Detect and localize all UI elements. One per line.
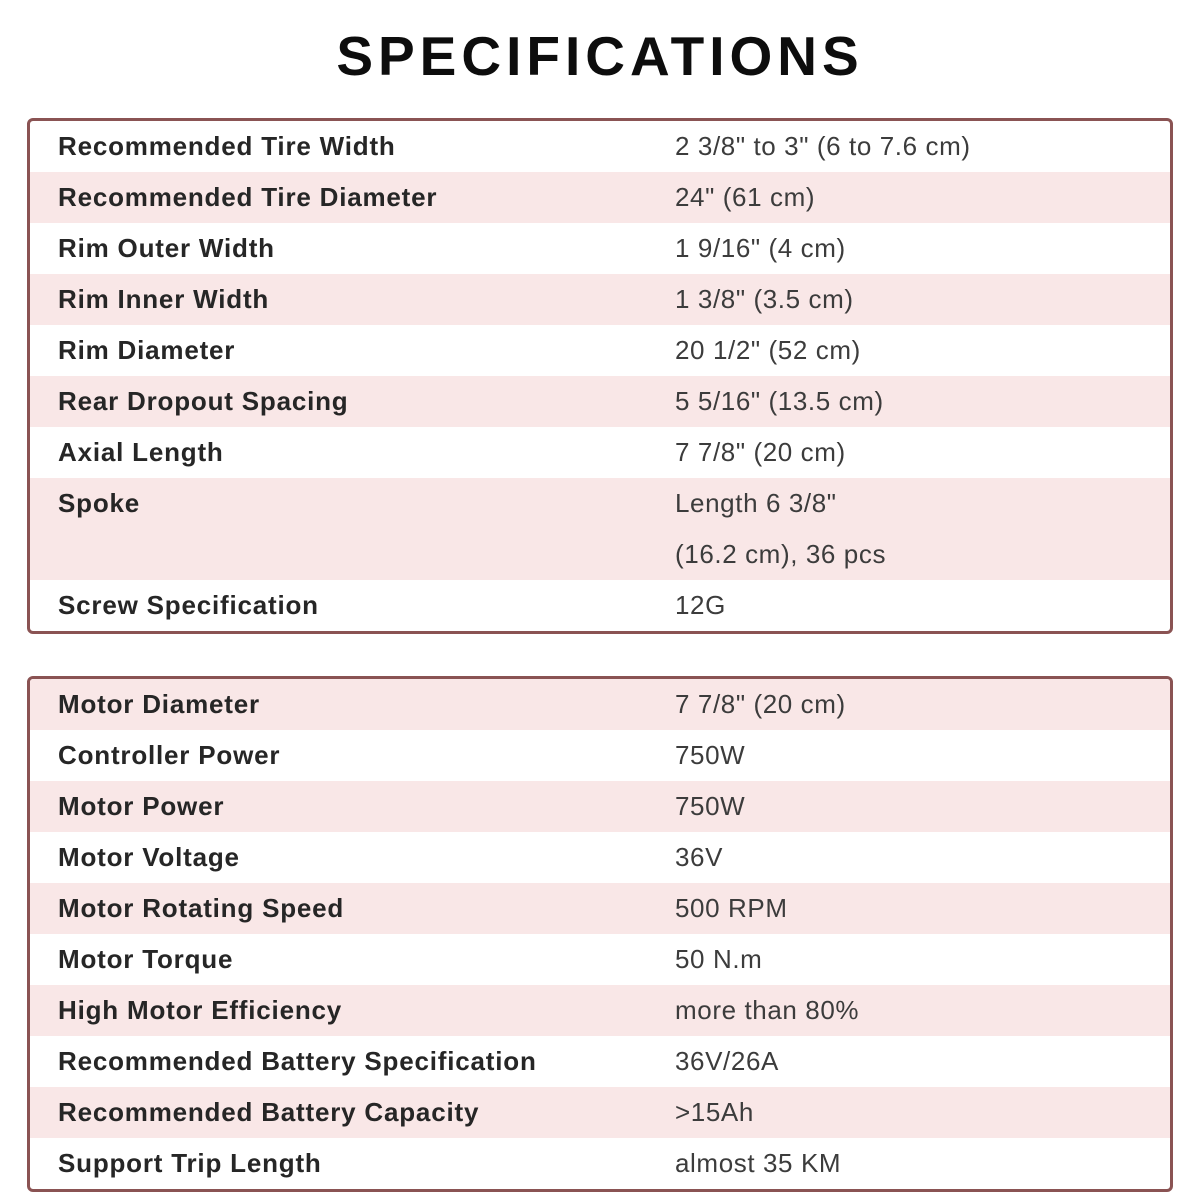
spec-value — [675, 883, 1170, 934]
spec-value-line: 750W — [675, 740, 746, 770]
spec-row — [30, 121, 1170, 172]
spec-label: Screw Specification — [58, 590, 319, 620]
spec-label: Controller Power — [58, 740, 281, 770]
spec-row — [30, 427, 1170, 478]
spec-value-line: 24" (61 cm) — [675, 182, 816, 212]
spec-label: Recommended Battery Specification — [58, 1046, 537, 1076]
spec-label: Motor Rotating Speed — [58, 893, 345, 923]
spec-value — [675, 985, 1170, 1036]
spec-row — [30, 376, 1170, 427]
spec-value — [675, 121, 1170, 172]
spec-label: Recommended Tire Diameter — [58, 182, 438, 212]
spec-value-line: 5 5/16" (13.5 cm) — [675, 386, 884, 416]
spec-value — [675, 679, 1170, 730]
spec-value-line: 50 N.m — [675, 944, 763, 974]
spec-row — [30, 1036, 1170, 1087]
spec-value — [675, 730, 1170, 781]
spec-row — [30, 730, 1170, 781]
spec-value-line: 7 7/8" (20 cm) — [675, 689, 846, 719]
spec-value-line: >15Ah — [675, 1097, 754, 1127]
spec-value — [675, 274, 1170, 325]
spec-row — [30, 679, 1170, 730]
spec-value-line: more than 80% — [675, 995, 860, 1025]
spec-value-line: 1 9/16" (4 cm) — [675, 233, 846, 263]
spec-value-line: almost 35 KM — [675, 1148, 842, 1178]
spec-value — [675, 478, 1170, 580]
wheel-spec-table — [27, 118, 1173, 634]
spec-value — [675, 580, 1170, 631]
spec-value-line: 2 3/8" to 3" (6 to 7.6 cm) — [675, 131, 971, 161]
spec-label: Rim Outer Width — [58, 233, 275, 263]
spec-row — [30, 478, 1170, 580]
spec-value — [675, 781, 1170, 832]
spec-value — [675, 934, 1170, 985]
spec-value-line: 7 7/8" (20 cm) — [675, 437, 846, 467]
spec-label: Axial Length — [58, 437, 224, 467]
spec-row — [30, 223, 1170, 274]
spec-row — [30, 580, 1170, 631]
spec-row — [30, 325, 1170, 376]
spec-value — [675, 427, 1170, 478]
spec-value — [675, 1087, 1170, 1138]
spec-value — [675, 832, 1170, 883]
spec-value — [675, 1036, 1170, 1087]
spec-value-line: 500 RPM — [675, 893, 788, 923]
spec-value-line: 1 3/8" (3.5 cm) — [675, 284, 854, 314]
spec-label: Motor Torque — [58, 944, 234, 974]
spec-value — [675, 223, 1170, 274]
spec-row — [30, 985, 1170, 1036]
spec-label: Motor Voltage — [58, 842, 240, 872]
motor-spec-table — [27, 676, 1173, 1192]
spec-value-line: 20 1/2" (52 cm) — [675, 335, 861, 365]
spec-label: Rim Inner Width — [58, 284, 270, 314]
spec-row — [30, 172, 1170, 223]
spec-row — [30, 832, 1170, 883]
spec-label: Motor Power — [58, 791, 225, 821]
spec-label: Support Trip Length — [58, 1148, 322, 1178]
spec-label: Spoke — [58, 488, 141, 518]
spec-row — [30, 781, 1170, 832]
spec-value-line: 750W — [675, 791, 746, 821]
spec-row — [30, 274, 1170, 325]
spec-row — [30, 1087, 1170, 1138]
spec-row — [30, 1138, 1170, 1189]
spec-value — [675, 325, 1170, 376]
spec-value-line: Length 6 3/8" — [675, 488, 837, 518]
spec-value-line: 36V — [675, 842, 724, 872]
spec-value-line: 36V/26A — [675, 1046, 779, 1076]
spec-label: Rear Dropout Spacing — [58, 386, 349, 416]
spec-label: Recommended Battery Capacity — [58, 1097, 480, 1127]
spec-value-line: 12G — [675, 590, 726, 620]
spec-label: Motor Diameter — [58, 689, 260, 719]
page-title: SPECIFICATIONS — [336, 25, 864, 87]
spec-label: Recommended Tire Width — [58, 131, 396, 161]
spec-value-line: (16.2 cm), 36 pcs — [675, 539, 887, 569]
spec-value — [675, 376, 1170, 427]
spec-value — [675, 1138, 1170, 1189]
spec-row — [30, 883, 1170, 934]
spec-row — [30, 934, 1170, 985]
spec-value — [675, 172, 1170, 223]
spec-label: High Motor Efficiency — [58, 995, 343, 1025]
spec-label: Rim Diameter — [58, 335, 236, 365]
